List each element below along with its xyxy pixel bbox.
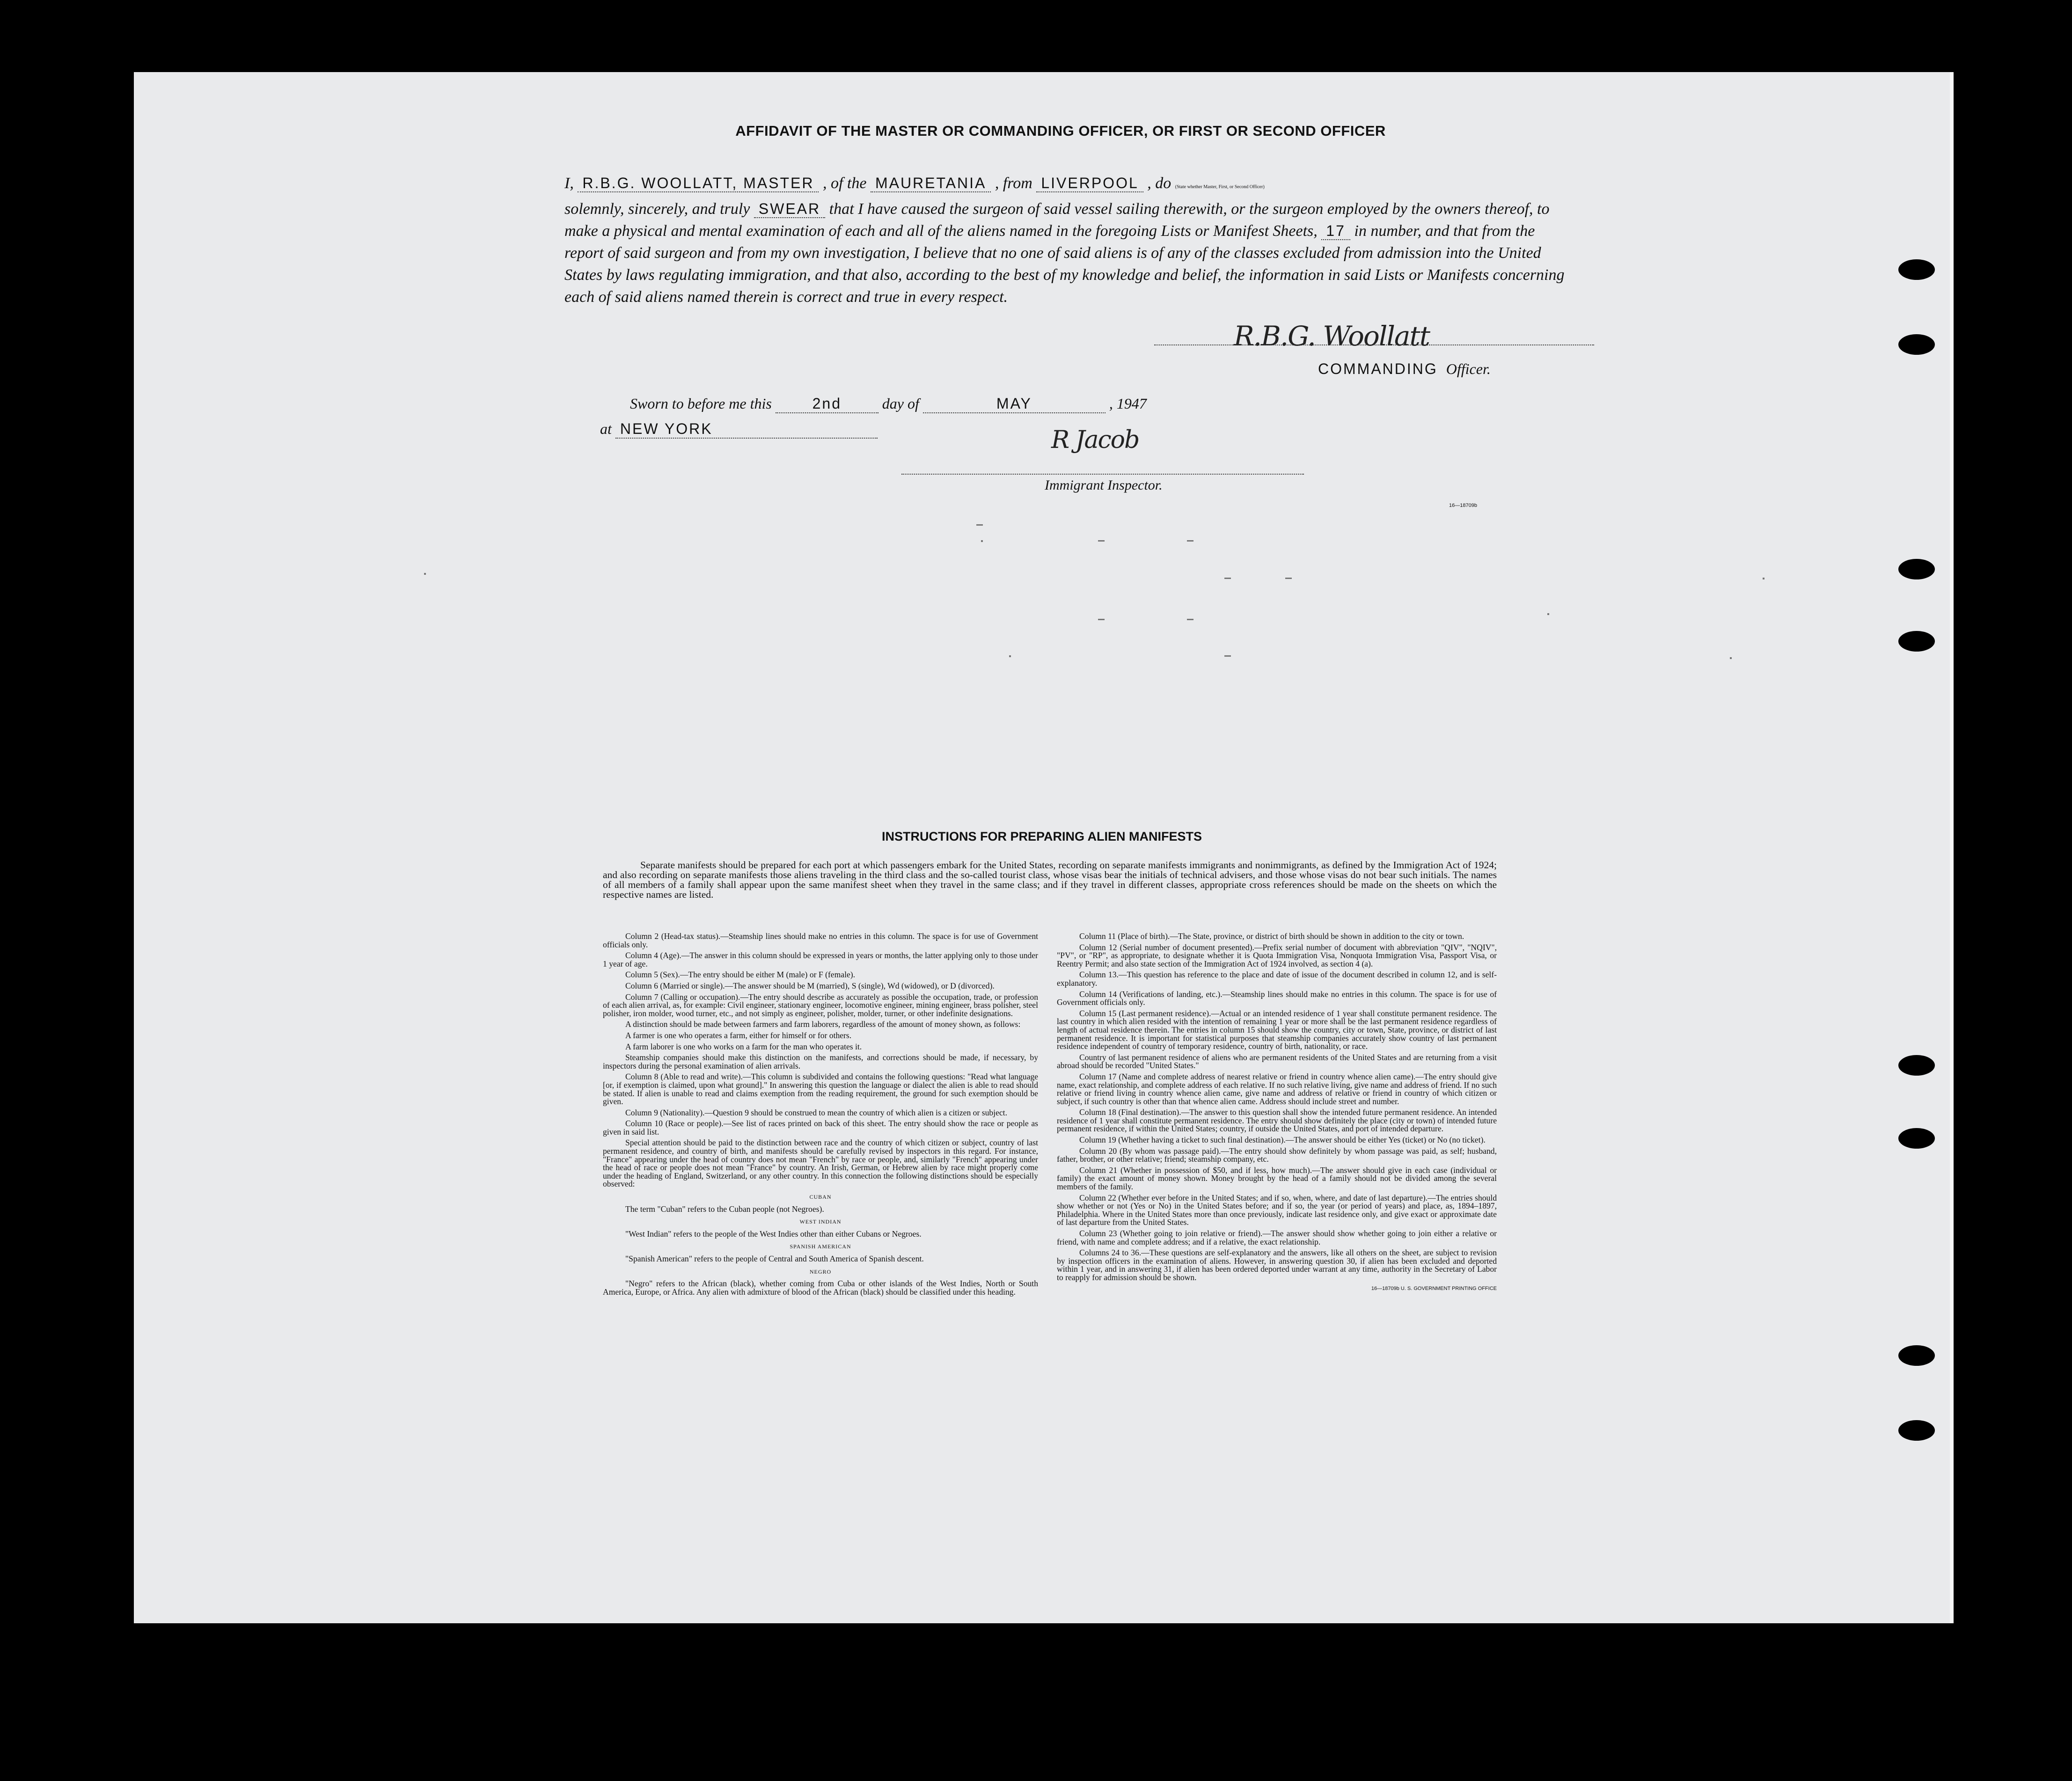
form-number-top: 16—18709b <box>1449 503 1477 508</box>
bleed-mark <box>1187 540 1193 542</box>
instruction-paragraph: Column 22 (Whether ever before in the United States; and if so, when, where, and date of last departure).—The entries should show whether or not (Yes or No) in the United States before; and if so, the year (or period of years) and place, as, 1894–1897, Philadelphia. Where in the United States more than once previously, indicate last residence only, and give exact or approximate date of last departure from the United States. <box>1057 1193 1497 1227</box>
inspector-signature: R Jacob <box>1051 426 1139 454</box>
instruction-paragraph: Steamship companies should make this distinction on the manifests, and corrections should be made, if necessary, by inspectors during the personal examination of alien arrivals. <box>603 1053 1038 1070</box>
instruction-paragraph: Country of last permanent residence of aliens who are permanent residents of the United States and are returning from a visit abroad should be recorded "United States." <box>1057 1052 1497 1070</box>
officer-note: (State whether Master, First, or Second Officer) <box>1175 184 1265 190</box>
sworn-month-field: MAY <box>923 395 1106 413</box>
spanish-american-text: "Spanish American" refers to the people of Central and South America of Spanish descent. <box>625 1254 924 1263</box>
punch-hole <box>1898 1420 1935 1441</box>
inspector-label: Immigrant Inspector. <box>1045 477 1163 493</box>
bleed-mark <box>981 540 983 542</box>
from-label: , from <box>995 175 1032 192</box>
west-indian-text: "West Indian" refers to the people of the West Indies other than either Cubans or Negroes. <box>625 1229 922 1239</box>
affidavit-title: AFFIDAVIT OF THE MASTER OR COMMANDING OFFICER, OR FIRST OR SECOND OFFICER <box>735 123 1386 139</box>
bleed-mark <box>976 524 983 526</box>
officer-title-line <box>1313 360 1491 378</box>
inspector-signature-line <box>901 474 1304 475</box>
cuban-text: The term "Cuban" refers to the Cuban people (not Negroes). <box>625 1204 824 1214</box>
ship-name-field: MAURETANIA <box>871 175 991 192</box>
bleed-mark <box>1098 540 1105 542</box>
sheet-count-field: 17 <box>1321 222 1350 240</box>
punch-hole <box>1898 334 1935 355</box>
instruction-paragraph: Column 2 (Head-tax status).—Steamship lines should make no entries in this column. The space is for use of Government officials only. <box>603 931 1038 949</box>
bleed-mark <box>424 573 426 575</box>
instruction-paragraph: A farmer is one who operates a farm, either for himself or for others. <box>625 1030 852 1040</box>
bleed-mark <box>1547 613 1549 615</box>
instruction-paragraph: Column 4 (Age).—The answer in this column should be expressed in years or months, the latter applying only to those under 1 year of age. <box>603 951 1038 968</box>
instruction-paragraph: Special attention should be paid to the distinction between race and the country of which citizen or subject, country of last permanent residence, and country of birth, and manifests should be carefully revised by inspectors in this regard. For instance, "France" appearing under the head of country does not mean "French" by race or people, and, similarly "French" appearing under the head of race or people does not mean "France" by country. An Irish, German, or Hebrew alien by race might properly come under the heading of England, Switzerland, or any other country. In this connection the following distinctions should be especially observed: <box>603 1138 1038 1189</box>
punch-hole <box>1898 1128 1935 1149</box>
officer-title-field: COMMANDING <box>1318 360 1438 377</box>
instruction-paragraph: Column 8 (Able to read and write).—This column is subdivided and contains the following questions: "Read what language [or, if exemption is claimed, upon what ground]." In answering this question the language or dialect the alien is able to read should be stated. If alien is unable to read and claims exemption from the reading requirement, the ground for such exemption should be given. <box>603 1072 1038 1107</box>
instruction-paragraph: A farm laborer is one who works on a farm for the man who operates it. <box>625 1041 862 1051</box>
instruction-paragraph: Column 21 (Whether in possession of $50, and if less, how much).—The answer should give in each case (individual or family) the exact amount of money shown. Money brought by the head of a family should not be divided among the several members of the family. <box>1057 1165 1497 1192</box>
spanish-american-heading: SPANISH AMERICAN <box>790 1243 851 1250</box>
instruction-paragraph: Column 13.—This question has reference to the place and date of issue of the document described in column 12, and is self-explanatory. <box>1057 970 1497 988</box>
document-page <box>134 72 1954 1623</box>
day-of-label: day of <box>882 395 919 412</box>
negro-heading: NEGRO <box>809 1268 832 1275</box>
signature-line <box>1154 344 1594 345</box>
bleed-mark <box>1285 578 1292 579</box>
instruction-paragraph: Column 19 (Whether having a ticket to such final destination).—The answer should be either Yes (ticket) or No (no ticket). <box>1079 1135 1486 1145</box>
cuban-heading: CUBAN <box>809 1194 832 1201</box>
punch-hole <box>1898 631 1935 652</box>
bleed-mark <box>1730 657 1732 659</box>
instruction-paragraph: Column 12 (Serial number of document presented).—Prefix serial number of document with abbreviation "QIV", "NQIV", "PV", or "RP", as appropriate, to designate whether it is Quota Immigration Visa, Nonquota Immigration Visa, Passport Visa, or Reentry Permit; and also state section of the Immigration Act of 1924 involved, as section 4 (a). <box>1057 942 1497 968</box>
instructions-left-column <box>603 932 1038 1299</box>
punch-hole <box>1898 559 1935 579</box>
bleed-mark <box>1224 578 1231 579</box>
investigation-text: in number, and that from the report of said surgeon and from my own investigation, I believe that no one of said aliens is of any of the classes excluded from admission into the United States by laws regulating immigration, and that also, according to the best of my knowledge and belief, the information in said Lists or Manifests concerning each of said aliens named therein is correct and true in every respect. <box>564 222 1565 306</box>
instructions-right-column <box>1057 932 1497 1293</box>
bleed-mark <box>1187 619 1193 620</box>
instruction-paragraph: Column 15 (Last permanent residence).—Actual or an intended residence of 1 year shall constitute permanent residence. The last country in which alien resided with the intention of remaining 1 year or more shall be the last permanent residence regardless of length of actual residence therein. The entries in column 15 should show the country, city or town, State, province, or district of last permanent residence. It is important for statistical purposes that steamship companies accurately show country of last permanent residence independent of country of temporary residence, country of birth, nationality, or race. <box>1057 1008 1497 1051</box>
sworn-year: , 1947 <box>1109 395 1147 412</box>
instruction-paragraph: Column 18 (Final destination).—The answer to this question shall show the intended future permanent residence. An intended residence of 1 year shall constitute permanent residence. The entry should show definitely the place (city or town) of intended future permanent residence, if within the United States; country, if outside the United States, and port of intended departure. <box>1057 1107 1497 1134</box>
officer-name-field: R.B.G. WOOLLATT, MASTER <box>578 175 819 192</box>
bleed-mark <box>1098 619 1105 620</box>
instructions-title: INSTRUCTIONS FOR PREPARING ALIEN MANIFESTS <box>881 829 1202 843</box>
instruction-paragraph: Column 17 (Name and complete address of nearest relative or friend in country whence alien came).—The entry should give name, exact relationship, and complete address of each relative. If no such relative living, give name and address of friend. If no such relative or friend living in country whence alien came, give name and address of relative or friend in country of which citizen or subject, if such country is other than that whence alien came. Address should include street and number. <box>1057 1071 1497 1106</box>
do-label: , do <box>1147 175 1171 192</box>
place-field: NEW YORK <box>615 420 878 439</box>
punch-hole <box>1898 1055 1935 1076</box>
instruction-paragraph: Column 14 (Verifications of landing, etc.).—Steamship lines should make no entries in this column. The space is for use of Government officials only. <box>1057 989 1497 1007</box>
negro-text: "Negro" refers to the African (black), whether coming from Cuba or other islands of the West Indies, North or South America, Europe, or Africa. Any alien with admixture of blood of the African (black) should be classified under this heading. <box>603 1279 1038 1297</box>
bleed-mark <box>1224 655 1231 657</box>
port-field: LIVERPOOL <box>1036 175 1143 192</box>
instruction-paragraph: A distinction should be made between farmers and farm laborers, regardless of the amount of money shown, as follows: <box>625 1019 1021 1029</box>
instruction-paragraph: Column 11 (Place of birth).—The State, province, or district of birth should be shown in addition to the city or town. <box>1079 931 1464 941</box>
instruction-paragraph: Column 7 (Calling or occupation).—The entry should describe as accurately as possible the occupation, trade, or profession of each alien arrival, as, for example: Civil engineer, stationary engineer, locomotive engineer, mining engineer, brass polisher, steel polisher, iron molder, wood turner, etc., and not simply as engineer, polisher, molder, turner, or other indefinite designations. <box>603 992 1038 1018</box>
instruction-paragraph: Column 9 (Nationality).—Question 9 should be construed to mean the country of which alien is a citizen or subject. <box>625 1107 1007 1117</box>
instruction-paragraph: Column 6 (Married or single).—The answer should be M (married), S (single), Wd (widowed), or D (divorced). <box>625 981 995 990</box>
of-the-label: , of the <box>822 175 867 192</box>
printing-office-footer: 16—18709b U. S. GOVERNMENT PRINTING OFFICE <box>1371 1285 1497 1291</box>
instruction-paragraph: Column 5 (Sex).—The entry should be either M (male) or F (female). <box>625 970 856 980</box>
sworn-day-field: 2nd <box>776 395 879 413</box>
instruction-paragraph: Columns 24 to 36.—These questions are self-explanatory and the answers, like all others on the sheet, are subject to revision by inspection officers in the examination of aliens. However, in answering question 30, if alien has been excluded and deported within 1 year, and in answering 31, if alien has been ordered deported under warrant at any time, authority in the Secretary of Labor to reapply for admission should be shown. <box>1057 1248 1497 1282</box>
officer-suffix: Officer. <box>1446 360 1491 377</box>
sworn-line <box>630 395 1147 413</box>
solemnly-text: solemnly, sincerely, and truly <box>564 200 750 218</box>
bleed-mark <box>1763 578 1764 579</box>
surgeon-text: that I have caused the surgeon of said vessel sailing therewith, or the surgeon employed by the owners thereof, to make a physical and mental examination of each and all of the aliens named in the foregoing Lists or Manifest Sheets, <box>564 200 1550 240</box>
affidavit-i: I, <box>564 175 574 192</box>
affidavit-body <box>564 172 1566 308</box>
west-indian-heading: WEST INDIAN <box>799 1218 842 1225</box>
master-signature: R.B.G. Woollatt <box>1234 320 1430 352</box>
punch-hole <box>1898 259 1935 280</box>
punch-hole <box>1898 1345 1935 1366</box>
instruction-paragraph: Column 10 (Race or people).—See list of races printed on back of this sheet. The entry should show the race or people as given in said list. <box>603 1119 1038 1136</box>
bleed-mark <box>1009 655 1011 657</box>
place-line <box>600 420 878 439</box>
at-label: at <box>600 420 612 437</box>
oath-field: SWEAR <box>754 200 825 218</box>
sworn-label: Sworn to before me this <box>630 395 772 412</box>
instructions-intro: Separate manifests should be prepared for each port at which passengers embark for the United States, recording on separate manifests immigrants and nonimmigrants, as defined by the Immigration Act of 1924; and also recording on separate manifests those aliens traveling in the third class and the so-called tourist class, whose visas bear the initials of technical advisers, and those whose visas do not bear such initials. The names of all members of a family shall appear upon the same manifest sheet when they travel in the same class; and if they travel in different classes, appropriate cross references should be made on the sheets on which the respective names are listed. <box>603 859 1497 900</box>
instruction-paragraph: Column 23 (Whether going to join relative or friend).—The answer should show whether going to join either a relative or friend, with name and complete address; and if a relative, the exact relationship. <box>1057 1229 1497 1246</box>
instruction-paragraph: Column 20 (By whom was passage paid).—The entry should show definitely by whom passage was paid, as self; husband, father, brother, or other relative; friend; steamship company, etc. <box>1057 1146 1497 1164</box>
